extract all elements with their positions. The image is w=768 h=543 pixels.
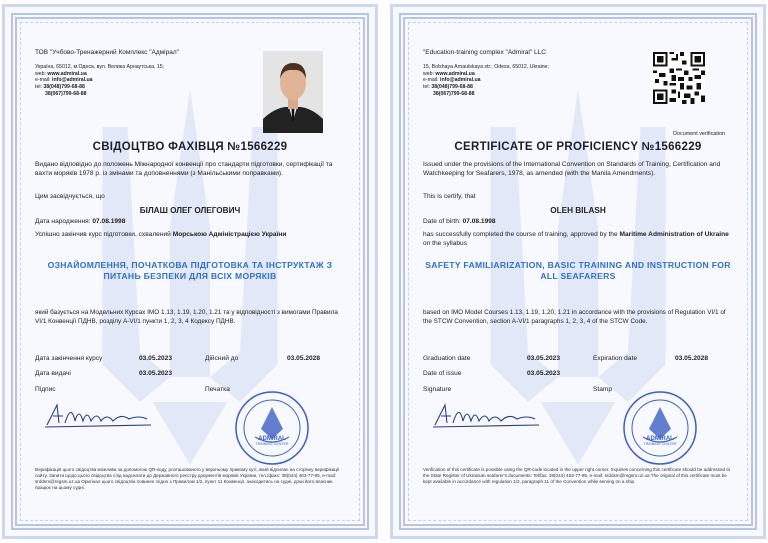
maritime-administration: Морською Адміністрацією України <box>172 231 287 238</box>
org-tel-1: 38(048)799-68-88 <box>431 84 473 91</box>
based-on-statement: based on IMO Model Courses 1.13, 1.19, 1.20, 1.21 in accordance with the provisions of Regulation VI/1 of the STCW Convention, section A-VI/1 paragraphs 1, 2, 3, 4 of the STCW Code. <box>423 309 726 325</box>
certificate-page-ukrainian: ТОВ "Учбово-Тренажерний Комплекс "Адмірал" Україна, 65012, м.Одеса, вул. Велика Арнаутська, 15; web: www.admiral.ua e-mail: info@admiral.ua tel: 38(048)799-68-88 38(067)799-68-88 СВІДОЦТВО ФАХІВЦЯ №1566229 Видано відповідно до положень Міжнародної конвенції про стандарти підготовки, сертифікації та вахти моряків 1978 р. із змінами та доповненнями (з Манільськими поправками). Цим засвідчується, що БІЛАШ ОЛЕГ ОЛЕГОВИЧ Дата народження: 07.08.1998 Успішно закінчив курс підготовки, схвалений Морською Адміністрацією України ОЗНАЙОМЛЕННЯ, ПОЧАТКОВА ПІДГОТОВКА ТА ІНСТРУКТАЖ З ПИТАНЬ БЕЗПЕКИ ДЛЯ ВСІХ МОРЯКІВ який базується на Модельних Курсах ІМО 1.13, 1.19, 1.20, 1.21 та у відповідності з вимогами Правила VI/1 Конвенції ПДНВ, розділу A-VI/1 пункти 1, 2, 3, 4 Кодексу ПДНВ. Дата закінчення курсу 03.05.2023 Дійсний до 03.05.2028 Дата видачі 03.05.2023 Підпис Печатка ADMIRAL TRAINING CENTER Верифікація цього свідоцтва можлива за допомогою QR-коду, розташованого у верхньому правому куті, який відсилає на сторінку верифікації сайту. Запити щодо цього свідоцтва слід надсилати до Державного реєстру документів моряків України, тел./факс: 38(044) 463-77-95, e-mail: srddsm@regsm.uz.ua Оригінал цього свідоцтва повинен згідно з Правилом 1/2, пункт 11 Конвенції, знаходитись на судні, доки його власник працює на цьому судні. <box>2 4 378 539</box>
org-tel-2: 38(067)799-68-88 <box>433 90 475 97</box>
issued-statement: Issued under the provisions of the International Convention on Standards of Training, Certification and Watchkeeping for Seafarers, 1978, as amended (with the Manila Amendments). <box>423 161 721 177</box>
issue-date: 03.05.2023 <box>139 370 173 377</box>
signature-icon <box>43 399 153 433</box>
stamp-brand: ADMIRAL <box>646 436 674 442</box>
certificate-title: CERTIFICATE OF PROFICIENCY №1566229 <box>454 141 702 153</box>
maritime-administration: Maritime Administration of Ukraine <box>619 231 729 238</box>
org-email: info@admiral.ua <box>440 77 481 84</box>
approved-statement: Успішно закінчив курс підготовки, схвалений Морською Адміністрацією України <box>35 231 287 238</box>
approved-statement: has successfully completed the course of training, approved by the Maritime Administration of Ukraine on the syllabus <box>423 231 729 247</box>
course-title: SAFETY FAMILIARIZATION, BASIC TRAINING AND INSTRUCTION FOR ALL SEAFARERS <box>425 260 731 281</box>
verification-footer: Верифікація цього свідоцтва можлива за допомогою QR-коду, розташованого у верхньому правому куті, який відсилає на сторінку верифікації сайту. Запити щодо цього свідоцтва слід надсилати до Державного реєстру документів моряків України, тел./факс: 38(044) 463-77-95, e-mail: srddsm@regsm.uz.ua Оригінал цього свідоцтва повинен згідно з Правилом 1/2, пункт 11 Конвенції, знаходитись на судні, доки його власник працює на цьому судні. <box>35 467 340 490</box>
holder-photo <box>263 51 323 133</box>
certificate-title: СВІДОЦТВО ФАХІВЦЯ №1566229 <box>92 141 288 153</box>
verification-footer: Verification of this certificate is possible using the QR-code located in the upper right corner. Inquiries concerning this certificate should be addressed to the State Register of Ukrainian seafarer's documents: Tel/fax: 38(044) 463-77-95, e-mail: srddsm@regsm.uz.ua The original of this certificate must be kept available in accordance with regulation 1/2, paragraph 11 of the Convention while serving on a ship. <box>423 467 731 484</box>
org-name: ТОВ "Учбово-Тренажерний Комплекс "Адмірал" <box>35 49 179 56</box>
date-of-birth: Date of birth: 07.08.1998 <box>423 218 496 225</box>
certify-text: Цим засвідчується, що <box>35 193 105 200</box>
date-of-birth-value: 07.08.1998 <box>462 218 496 225</box>
org-email: info@admiral.ua <box>52 77 93 84</box>
certificate-page-english: "Education-training complex "Admiral" LLC 15, Bolshaya Arnautskaya str.; Odesa, 65012, Ukraine; web: www.admiral.ua e-mail: info@admiral.ua tel: 38(048)799-68-88 38(067)799-68-88 Document verification CERTIFICATE OF PROFICIENCY №1566229 Issued under the provisions of the International Convention on Standards of Training, Certification and Watchkeeping for Seafarers, 1978, as amended (with the Manila Amendments). This is certify, that OLEH BILASH Date of birth: 07.08.1998 has successfully completed the course of training, approved by the Maritime Administration of Ukraine on the syllabus SAFETY FAMILIARIZATION, BASIC TRAINING AND INSTRUCTION FOR ALL SEAFARERS based on IMO Model Courses 1.13, 1.19, 1.20, 1.21 in accordance with the provisions of Regulation VI/1 of the STCW Convention, section A-VI/1 paragraphs 1, 2, 3, 4 of the STCW Code. Graduation date 03.05.2023 Expiration date 03.05.2028 Date of issue 03.05.2023 Signature Stamp ADMIRAL TRAINING CENTER Verification of this certificate is possible using the QR-code located in the upper right corner. Inquiries concerning this certificate should be addressed to the State Register of Ukrainian seafarer's documents: Tel/fax: 38(044) 463-77-95, e-mail: srddsm@regsm.uz.ua The original of this certificate must be kept available in accordance with regulation 1/2, paragraph 11 of the Convention while serving on a ship. <box>390 4 766 539</box>
graduation-date: 03.05.2023 <box>527 355 561 362</box>
stamp-icon <box>621 389 699 467</box>
expiration-date: 03.05.2028 <box>675 355 709 362</box>
stamp-brand: ADMIRAL <box>258 436 286 442</box>
stamp-sub: TRAINING CENTER <box>255 442 289 446</box>
signature-icon <box>431 399 541 433</box>
document-verification-link[interactable]: Document verification <box>673 131 725 137</box>
stamp-sub: TRAINING CENTER <box>643 442 677 446</box>
org-web: www.admiral.ua <box>47 70 87 77</box>
holder-name: OLEH BILASH <box>550 206 606 215</box>
course-title: ОЗНАЙОМЛЕННЯ, ПОЧАТКОВА ПІДГОТОВКА ТА ІНСТРУКТАЖ З ПИТАНЬ БЕЗПЕКИ ДЛЯ ВСІХ МОРЯКІВ <box>47 260 333 281</box>
stamp-icon <box>233 389 311 467</box>
org-tel-1: 38(048)799-68-88 <box>43 84 85 91</box>
org-web: www.admiral.ua <box>435 70 475 77</box>
issued-statement: Видано відповідно до положень Міжнародної конвенції про стандарти підготовки, сертифікації та вахти моряків 1978 р. із змінами та доповненнями (з Манільськими поправками). <box>35 161 333 177</box>
date-of-birth-value: 07.08.1998 <box>92 218 126 225</box>
qr-code-icon[interactable] <box>653 52 705 104</box>
date-of-birth: Дата народження: 07.08.1998 <box>35 218 126 225</box>
based-on-statement: який базується на Модельних Курсах ІМО 1.13, 1.19, 1.20, 1.21 та у відповідності з вимогами Правила VI/1 Конвенції ПДНВ, розділу A-VI/1 пункти 1, 2, 3, 4 Кодексу ПДНВ. <box>35 309 338 325</box>
certify-text: This is certify, that <box>423 193 476 200</box>
issue-date: 03.05.2023 <box>527 370 561 377</box>
org-tel-2: 38(067)799-68-88 <box>45 90 87 97</box>
expiration-date: 03.05.2028 <box>287 355 321 362</box>
graduation-date: 03.05.2023 <box>139 355 173 362</box>
org-name: "Education-training complex "Admiral" LLC <box>423 49 546 56</box>
org-address: 15, Bolshaya Arnautskaya str.; Odesa, 65012, Ukraine; web: www.admiral.ua e-mail: info@admiral.ua tel: 38(048)799-68-88 38(067)799-68-88 <box>423 63 550 97</box>
org-address: Україна, 65012, м.Одеса, вул. Велика Арнаутська, 15; web: www.admiral.ua e-mail: info@admiral.ua tel: 38(048)799-68-88 38(067)799-68-88 <box>35 63 165 97</box>
holder-name: БІЛАШ ОЛЕГ ОЛЕГОВИЧ <box>139 206 241 215</box>
